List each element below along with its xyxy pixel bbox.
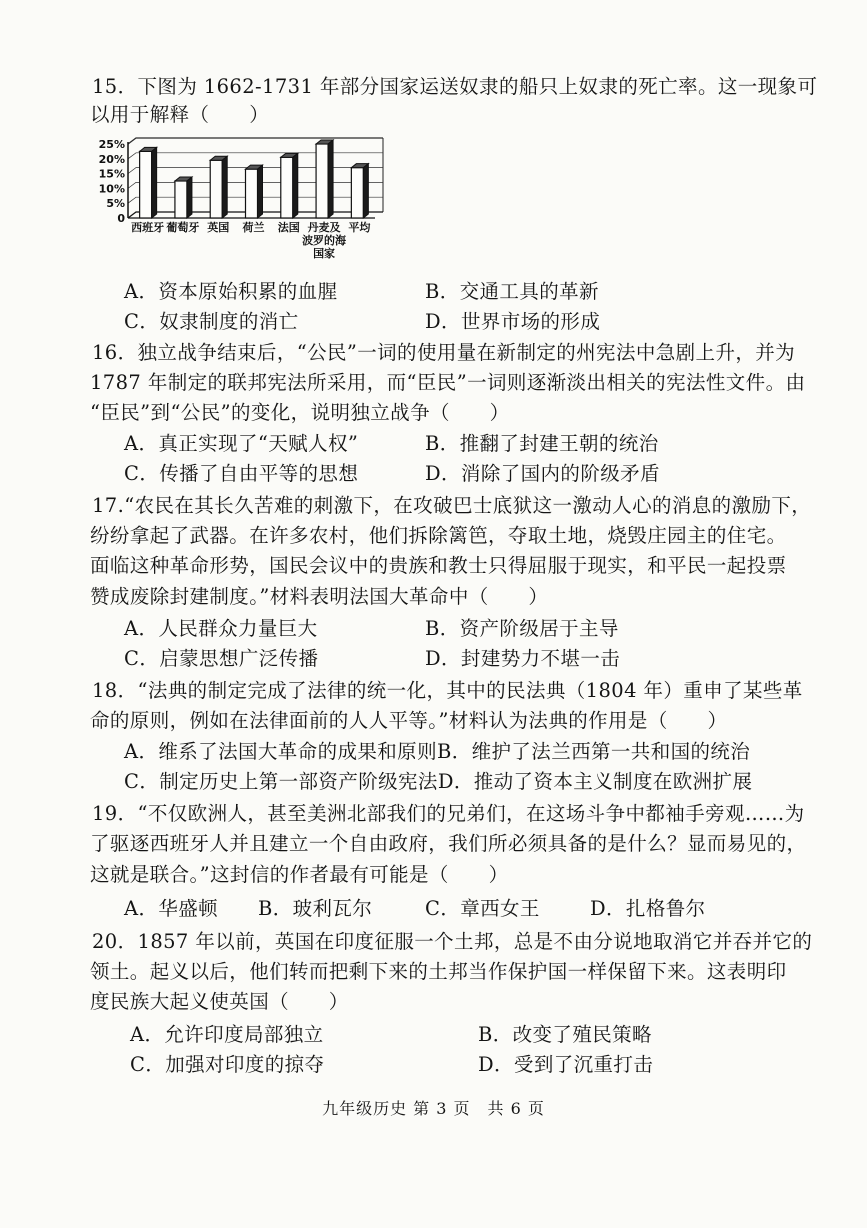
q17-option-c: C．启蒙思想广泛传播 (124, 647, 319, 670)
q20-stem-line1: 20．1857 年以前，英国在印度征服一个土邦，总是不由分说地取消它并吞并它的 (92, 930, 813, 953)
q18-stem-line2: 命的原则，例如在法律面前的人人平等。”材料认为法典的作用是（ ） (90, 709, 728, 732)
chart-back-frame (128, 138, 383, 144)
q16-option-d: D．消除了国内的阶级矛盾 (425, 462, 660, 485)
bar-side (258, 165, 263, 218)
q17-option-b: B．资产阶级居于主导 (425, 617, 619, 640)
q16-option-b: B．推翻了封建王朝的统治 (425, 432, 659, 455)
q19-option-b: B．玻利瓦尔 (258, 897, 373, 920)
q15-option-d: D．世界市场的形成 (425, 310, 601, 333)
bar-front (175, 181, 187, 218)
q20-stem-line3: 度民族大起义使英国（ ） (90, 990, 349, 1013)
q17-option-d: D．封建势力不堪一击 (425, 647, 621, 670)
y-tick-label: 25% (98, 138, 125, 151)
q16-option-c: C．传播了自由平等的思想 (124, 462, 359, 485)
q20-option-c: C．加强对印度的掠夺 (130, 1053, 325, 1076)
chart-gridline (128, 153, 383, 159)
bar-side (328, 140, 333, 218)
q20-option-b: B．改变了殖民策略 (478, 1023, 652, 1046)
q20-stem-line2: 领土。起义以后，他们转而把剩下来的土邦当作保护国一样保留下来。这表明印 (90, 960, 787, 983)
bar-front (281, 157, 293, 218)
bar-side (293, 153, 298, 218)
bar-front (316, 144, 328, 218)
q15-option-b: B．交通工具的革新 (425, 280, 599, 303)
x-category-label: 波罗的海 (302, 234, 347, 247)
bar-side (363, 164, 368, 218)
q16-option-a: A．真正实现了“天赋人权” (124, 432, 359, 455)
q19-option-d: D．扎格鲁尔 (590, 897, 706, 920)
bar-front (140, 151, 152, 218)
page-footer: 九年级历史 第 3 页 共 6 页 (322, 1099, 545, 1118)
q18-options-row1: A．维系了法国大革命的成果和原则B．维护了法兰西第一共和国的统治 (124, 740, 751, 763)
q19-stem-line1: 19．“不仅欧洲人，甚至美洲北部我们的兄弟们，在这场斗争中都袖手旁观……为 (92, 802, 805, 825)
y-tick-label: 5% (106, 197, 125, 211)
q17-stem-line2: 纷纷拿起了武器。在许多农村，他们拆除篱笆，夺取土地，烧毁庄园主的住宅。 (90, 524, 787, 547)
x-category-label: 平均 (348, 221, 371, 234)
q19-option-c: C．章西女王 (425, 897, 540, 920)
q20-option-a: A．允许印度局部独立 (130, 1023, 324, 1046)
q17-option-a: A．人民群众力量巨大 (124, 617, 318, 640)
q15-option-a: A．资本原始积累的血腥 (124, 280, 338, 303)
x-category-label: 葡萄牙 (166, 221, 200, 234)
bar-front (246, 169, 258, 218)
q15-stem-line2: 以用于解释（ ） (90, 103, 270, 126)
x-category-label: 西班牙 (131, 221, 165, 234)
q16-stem-line1: 16．独立战争结束后，“公民”一词的使用量在新制定的州宪法中急剧上升，并为 (92, 341, 796, 364)
x-category-label: 法国 (277, 221, 300, 234)
q18-options-row2: C．制定历史上第一部资产阶级宪法D．推动了资本主义制度在欧洲扩展 (124, 770, 753, 793)
q16-stem-line3: “臣民”到“公民”的变化，说明独立战争（ ） (90, 401, 510, 424)
y-tick-label: 10% (98, 182, 125, 196)
chart-gridline (128, 138, 383, 144)
q17-stem-line1: 17.“农民在其长久苦难的刺激下，在攻破巴士底狱这一激动人心的消息的激励下， (92, 494, 812, 517)
bar-front (351, 168, 363, 218)
q15-stem-line1: 15．下图为 1662-1731 年部分国家运送奴隶的船只上奴隶的死亡率。这一现象可 (92, 75, 818, 98)
y-tick-label: 0 (117, 212, 125, 225)
q19-stem-line2: 了驱逐西班牙人并且建立一个自由政府，我们所必须具备的是什么？显而易见的， (90, 832, 807, 855)
q16-stem-line2: 1787 年制定的联邦宪法所采用，而“臣民”一词则逐渐淡出相关的宪法性文件。由 (90, 371, 806, 394)
x-category-label: 国家 (313, 247, 336, 260)
q17-stem-line3: 面临这种革命形势，国民会议中的贵族和教士只得屈服于现实，和平民一起投票 (90, 554, 787, 577)
bar-side (187, 177, 192, 218)
q19-stem-line3: 这就是联合。”这封信的作者最有可能是（ ） (90, 863, 509, 886)
slave-mortality-bar-chart (95, 130, 395, 270)
x-category-label: 英国 (207, 221, 230, 234)
bar-front (210, 160, 222, 218)
q20-option-d: D．受到了沉重打击 (478, 1053, 654, 1076)
q17-stem-line4: 赞成废除封建制度。”材料表明法国大革命中（ ） (90, 585, 549, 608)
q19-option-a: A．华盛顿 (124, 897, 219, 920)
q15-option-c: C．奴隶制度的消亡 (124, 310, 299, 333)
y-tick-label: 20% (98, 152, 125, 166)
bar-side (152, 147, 157, 218)
bar-side (222, 156, 227, 218)
y-tick-label: 15% (98, 167, 125, 181)
x-category-label: 丹麦及 (307, 221, 341, 234)
x-category-label: 荷兰 (242, 221, 265, 234)
q18-stem-line1: 18．“法典的制定完成了法律的统一化，其中的民法典（1804 年）重申了某些革 (92, 679, 803, 702)
